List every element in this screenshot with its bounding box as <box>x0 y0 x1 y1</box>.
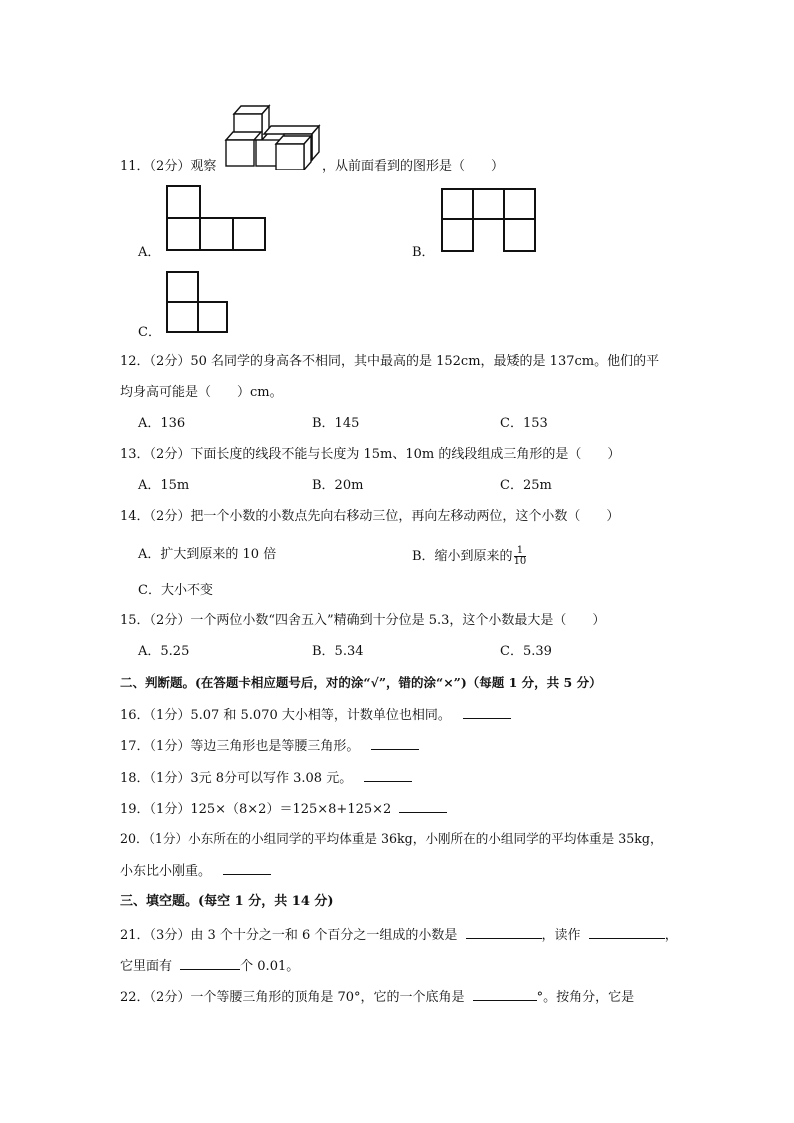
q13-option-b[interactable]: B．20m <box>312 478 364 493</box>
q15-option-b[interactable]: B．5.34 <box>312 644 364 659</box>
q21-part1: 21．（3分）由 3 个十分之一和 6 个百分之一组成的小数是 <box>120 928 458 943</box>
option-a-l-shape-figure <box>164 183 268 253</box>
fraction-numerator: 1 <box>514 546 527 557</box>
q13-line1: 13．（2分）下面长度的线段不能与长度为 15m、10m 的线段组成三角形的是（ ） <box>120 447 621 462</box>
q14-line1: 14．（2分）把一个小数的小数点先向右移动三位，再向左移动两位，这个小数（ ） <box>120 509 620 524</box>
q17 <box>120 736 419 756</box>
section-3-title: 三、填空题。(每空 1 分，共 14 分) <box>120 894 334 909</box>
q22-line1 <box>120 987 634 1007</box>
q12-line1: 12．（2分）50 名同学的身高各不相同，其中最高的是 152cm，最矮的是 137cm。他们的平 <box>120 354 660 369</box>
q14-option-c[interactable]: C．大小不变 <box>138 583 213 598</box>
q15-option-c[interactable]: C．5.39 <box>500 644 552 659</box>
q17-answer-blank[interactable] <box>371 736 419 750</box>
q12-option-c[interactable]: C．153 <box>500 416 548 431</box>
q12-line2: 均身高可能是（ ）cm。 <box>120 385 283 400</box>
q16-answer-blank[interactable] <box>463 705 511 719</box>
fraction-denominator: 10 <box>513 556 527 567</box>
q22-part1: 22．（2分）一个等腰三角形的顶角是 70°，它的一个底角是 <box>120 990 465 1005</box>
q15-option-a[interactable]: A．5.25 <box>138 644 190 659</box>
q14-option-b[interactable] <box>412 546 526 567</box>
q13-option-a[interactable]: A．15m <box>138 478 190 493</box>
q20-line2-text: 小东比小刚重。 <box>120 864 212 879</box>
q12-option-b[interactable]: B．145 <box>312 416 360 431</box>
q20-answer-blank[interactable] <box>223 861 271 875</box>
q21-line1 <box>120 925 678 945</box>
q20-line1: 20．（1分）小东所在的小组同学的平均体重是 36kg，小刚所在的小组同学的平均体重是 35kg， <box>120 831 663 846</box>
option-c-shape-figure <box>164 270 230 334</box>
q17-text: 17．（1分）等边三角形也是等腰三角形。 <box>120 739 360 754</box>
q21-blank-1[interactable] <box>466 925 542 939</box>
q11-option-a[interactable]: A． <box>138 245 161 260</box>
q21-part3: ， <box>664 928 678 943</box>
q14-option-b-label: B．缩小到原来的 <box>412 549 513 564</box>
q13-option-c[interactable]: C．25m <box>500 478 552 493</box>
q21-blank-2[interactable] <box>589 925 665 939</box>
section-2-title: 二、判断题。(在答题卡相应题号后，对的涂“√”，错的涂“×”)（每题 1 分，共 5 分） <box>120 675 602 690</box>
q11-prefix: 11．（2分）观察 <box>120 159 217 174</box>
q21-line2 <box>120 956 299 976</box>
q20-line2 <box>120 861 271 881</box>
q18-text: 18．（1分）3元 8分可以写作 3.08 元。 <box>120 771 353 786</box>
q19 <box>120 799 447 819</box>
q16-text: 16．（1分）5.07 和 5.070 大小相等，计数单位也相同。 <box>120 708 451 723</box>
q21-line2-a: 它里面有 <box>120 959 173 974</box>
q16 <box>120 705 511 725</box>
q15-line1: 15．（2分）一个两位小数“四舍五入”精确到十分位是 5.3，这个小数最大是（ ） <box>120 613 606 628</box>
q14-option-a[interactable]: A．扩大到原来的 10 倍 <box>138 547 277 562</box>
q21-part2: ，读作 <box>541 928 581 943</box>
q21-line2-b: 个 0.01。 <box>240 959 300 974</box>
cube-stack-figure <box>222 102 322 170</box>
q18-answer-blank[interactable] <box>364 768 412 782</box>
option-b-shape-figure <box>439 186 539 254</box>
fraction <box>514 546 527 567</box>
q21-blank-3[interactable] <box>180 956 240 970</box>
q19-text: 19．（1分）125×（8×2）＝125×8+125×2 <box>120 802 392 817</box>
q22-blank-1[interactable] <box>473 987 537 1001</box>
q18 <box>120 768 412 788</box>
q22-part2: °。按角分，它是 <box>536 990 635 1005</box>
q19-answer-blank[interactable] <box>399 799 447 813</box>
q11-option-b[interactable]: B． <box>412 245 435 260</box>
q11-suffix: ，从前面看到的图形是（ ） <box>322 159 505 174</box>
q11-option-c[interactable]: C． <box>138 325 161 340</box>
q12-option-a[interactable]: A．136 <box>138 416 186 431</box>
